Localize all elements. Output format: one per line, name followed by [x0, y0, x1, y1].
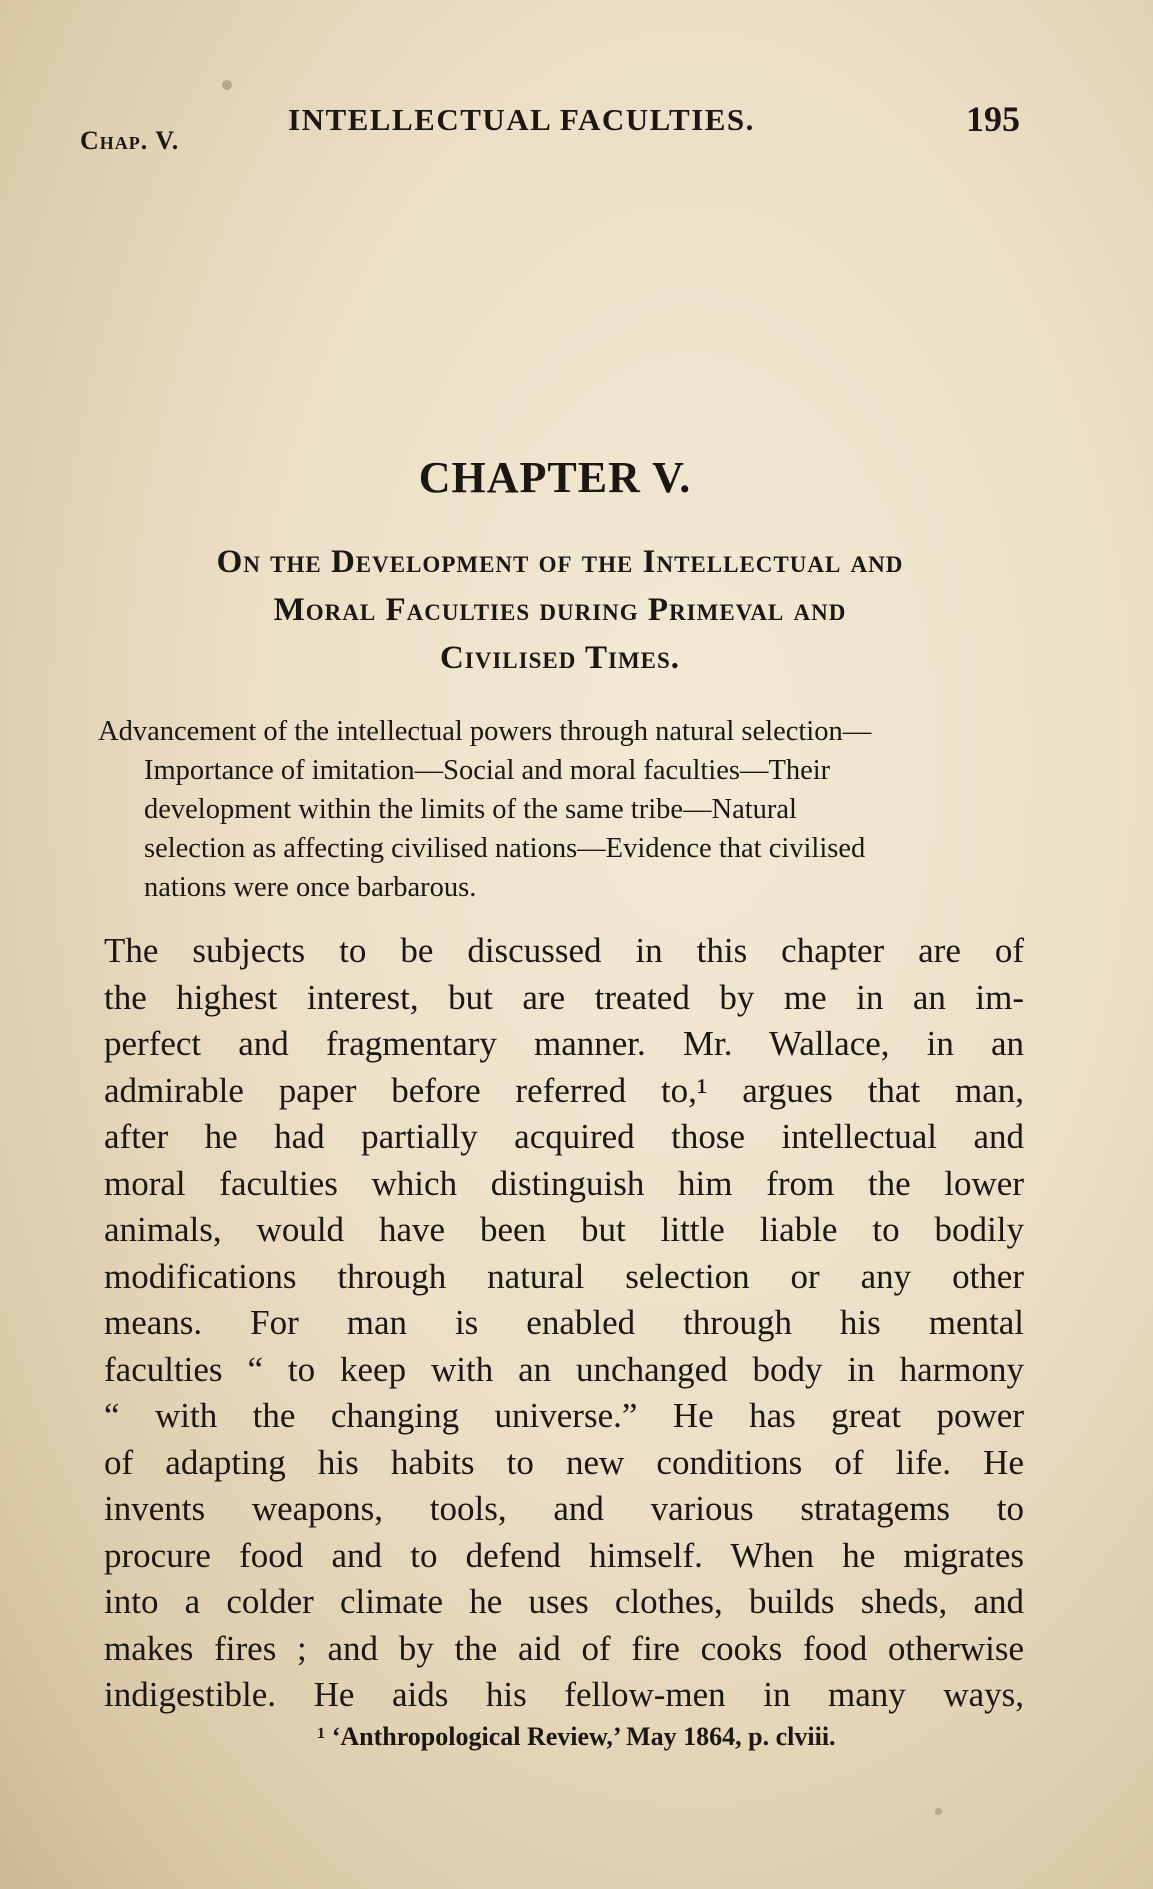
body-line: the highest interest, but are treated by me in an im- — [104, 977, 1024, 1017]
running-head — [80, 98, 1020, 155]
synopsis-line: development within the limits of the same tribe—Natural — [144, 794, 797, 825]
synopsis-line: Advancement of the intellectual powers through natural selection— — [98, 716, 872, 747]
running-head-title: INTELLECTUAL FACULTIES. — [288, 102, 755, 137]
body-line: means. For man is enabled through his mental — [104, 1303, 1024, 1342]
synopsis-line: nations were once barbarous. — [144, 872, 477, 903]
paper-speck — [935, 1808, 942, 1815]
body-line: admirable paper before referred to,¹ argues that man, — [104, 1070, 1024, 1110]
body-line: modifications through natural selection or any other — [104, 1256, 1024, 1296]
body-line: indigestible. He aids his fellow-men in many ways, — [104, 1675, 1024, 1714]
footnote: ¹ ‘Anthropological Review,’ May 1864, p. clviii. — [317, 1722, 836, 1751]
chapter-title: CHAPTER V. — [418, 453, 692, 502]
synopsis-line: Importance of imitation—Social and moral faculties—Their — [144, 755, 831, 786]
body-line: into a colder climate he uses clothes, builds sheds, and — [104, 1582, 1024, 1621]
body-paragraph — [104, 928, 1024, 1719]
chapter-subtitle — [110, 538, 1010, 682]
chapter-subtitle-line: Civilised Times. — [439, 640, 681, 676]
body-line: The subjects to be discussed in this chapter are of — [104, 931, 1024, 970]
paper-speck — [222, 80, 232, 90]
body-line: faculties “ to keep with an unchanged body in harmony — [104, 1349, 1024, 1389]
body-line: after he had partially acquired those intellectual and — [104, 1117, 1024, 1156]
synopsis-line: selection as affecting civilised nations—Evidence that civilised — [144, 833, 866, 864]
body-line: “ with the changing universe.” He has great power — [104, 1396, 1024, 1435]
page-number: 195 — [966, 99, 1020, 139]
running-head-chapter: Chap. V. — [80, 126, 180, 155]
chapter-subtitle-line: On the Development of the Intellectual and — [216, 544, 904, 580]
body-line: procure food and to defend himself. When he migrates — [104, 1535, 1024, 1575]
body-line: of adapting his habits to new conditions of life. He — [104, 1442, 1024, 1482]
chapter-synopsis — [98, 712, 1018, 907]
body-line: makes fires ; and by the aid of fire cooks food otherwise — [104, 1628, 1024, 1668]
body-line: moral faculties which distinguish him from the lower — [104, 1163, 1024, 1203]
body-line: perfect and fragmentary manner. Mr. Wallace, in an — [104, 1024, 1024, 1063]
body-line: invents weapons, tools, and various stratagems to — [104, 1489, 1024, 1528]
body-line: animals, would have been but little liable to bodily — [104, 1210, 1024, 1249]
chapter-subtitle-line: Moral Faculties during Primeval and — [273, 592, 847, 628]
